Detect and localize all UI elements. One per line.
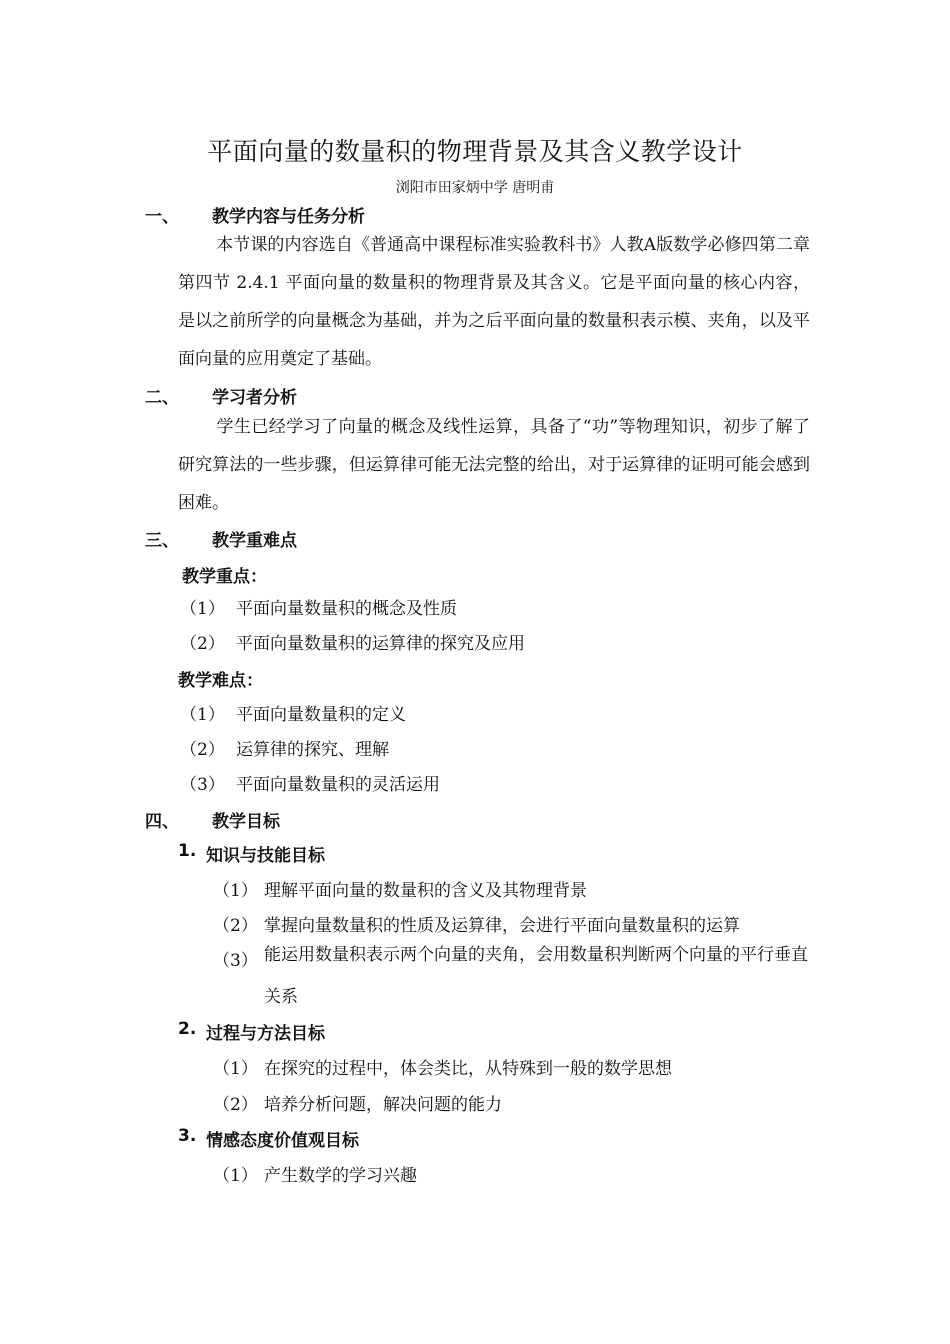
key-points-label: 教学重点： [182,567,267,587]
list-item-text: 运算律的探究、理解 [236,740,389,760]
section-number: 二、 [145,388,179,408]
section-number: 一、 [145,207,179,227]
list-item-number: （2） [213,916,258,936]
list-item-number: （3） [213,951,258,971]
section-paragraph [178,226,810,378]
list-item-number: （2） [180,634,225,654]
list-item-text: 掌握向量数量积的性质及运算律，会进行平面向量数量积的运算 [264,916,740,936]
section-heading: 学习者分析 [212,388,297,408]
list-item-number: （2） [213,1095,258,1115]
list-item-text: 平面向量数量积的灵活运用 [236,775,440,795]
section-heading: 教学重难点 [212,531,297,551]
list-item-text: 培养分析问题，解决问题的能力 [264,1095,502,1115]
section-number: 四、 [145,812,179,832]
list-item-number: （1） [180,599,225,619]
section-paragraph [178,408,810,522]
document-title: 平面向量的数量积的物理背景及其含义教学设计 [207,137,743,166]
list-item-text: 理解平面向量的数量积的含义及其物理背景 [264,881,587,901]
list-item-number: （3） [180,775,225,795]
list-item-text: 平面向量数量积的运算律的探究及应用 [236,634,525,654]
difficult-points-label: 教学难点： [178,671,263,691]
goal-label: 过程与方法目标 [206,1024,325,1044]
goal-number: 2. [178,1019,197,1039]
list-item-number: （2） [180,740,225,760]
list-item-text: 能运用数量积表示两个向量的夹角，会用数量积判断两个向量的平行垂直关系 [264,945,808,1007]
section-number: 三、 [145,531,179,551]
paragraph-text: 学生已经学习了向量的概念及线性运算，具备了“功”等物理知识，初步了解了研究算法的一些步骤，但运算律可能无法完整的给出，对于运算律的证明可能会感到困难。 [178,417,810,513]
list-item-number: （1） [180,705,225,725]
list-item-text: 产生数学的学习兴趣 [264,1166,417,1186]
section-heading: 教学内容与任务分析 [212,207,365,227]
list-item-number: （1） [213,1166,258,1186]
paragraph-text: 本节课的内容选自《普通高中课程标准实验教科书》人教A版数学必修四第二章第四节 2.4.1 平面向量的数量积的物理背景及其含义。它是平面向量的核心内容，是以之前所学的向量概念为基础，并为之后平面向量的数量积表示模、夹角，以及平面向量的应用奠定了基础。 [178,235,810,369]
list-item-number: （1） [213,1059,258,1079]
list-item-text: 平面向量数量积的定义 [236,705,406,725]
goal-number: 1. [178,841,197,861]
goal-label: 情感态度价值观目标 [206,1131,359,1151]
section-heading: 教学目标 [212,812,280,832]
list-item-text: 平面向量数量积的概念及性质 [236,599,457,619]
goal-label: 知识与技能目标 [206,846,325,866]
list-item-number: （1） [213,881,258,901]
list-item-text: 在探究的过程中，体会类比，从特殊到一般的数学思想 [264,1059,672,1079]
goal-number: 3. [178,1126,197,1146]
author-line: 浏阳市田家炳中学 唐明甫 [395,180,555,196]
